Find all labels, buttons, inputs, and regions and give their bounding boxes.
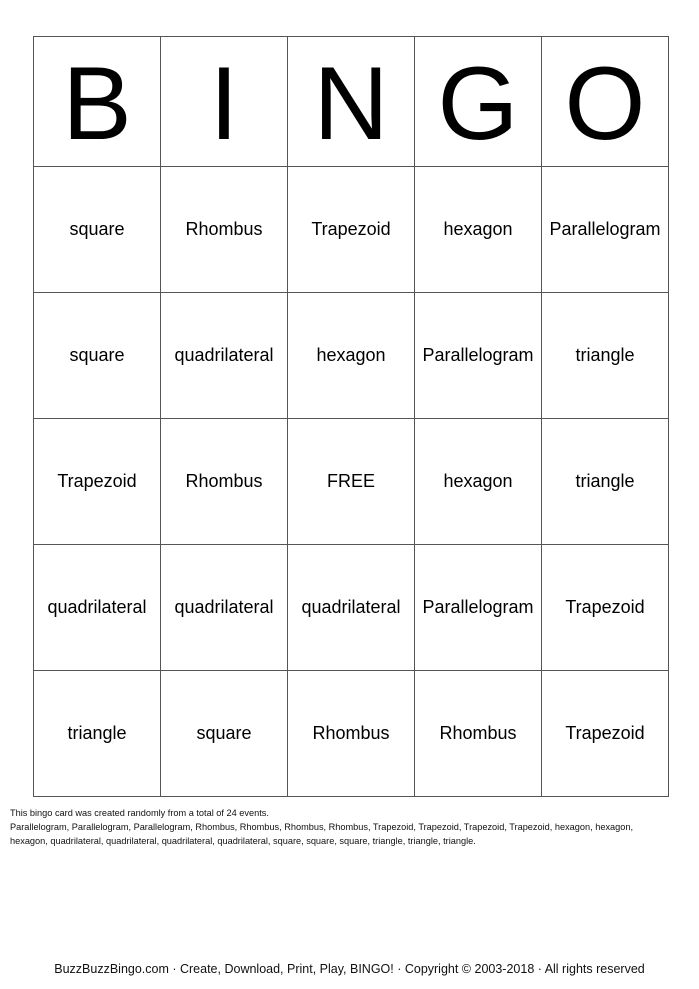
bingo-cell: quadrilateral (34, 545, 161, 671)
bingo-cell: quadrilateral (161, 545, 288, 671)
bingo-cell: Trapezoid (542, 545, 669, 671)
bingo-cell: quadrilateral (161, 293, 288, 419)
bingo-cell: Rhombus (161, 419, 288, 545)
description-summary: This bingo card was created randomly from a total of 24 events. (10, 808, 269, 818)
header-letter-n: N (288, 37, 415, 167)
bingo-cell: Trapezoid (34, 419, 161, 545)
bingo-cell: hexagon (415, 167, 542, 293)
event-list-line: hexagon, quadrilateral, quadrilateral, quadrilateral, quadrilateral, square, square, square, triangle, triangle, triangle. (10, 836, 476, 846)
bingo-cell: Rhombus (415, 671, 542, 797)
bingo-cell: Parallelogram (415, 545, 542, 671)
bingo-cell: triangle (542, 419, 669, 545)
bingo-cell: Trapezoid (542, 671, 669, 797)
bingo-cell: hexagon (288, 293, 415, 419)
card-row (34, 419, 669, 545)
header-letter-o: O (542, 37, 669, 167)
footer-copyright: BuzzBuzzBingo.com · Create, Download, Print, Play, BINGO! · Copyright © 2003-2018 · All rights reserved (54, 962, 645, 976)
bingo-cell: Trapezoid (288, 167, 415, 293)
card-row (34, 293, 669, 419)
card-row (34, 545, 669, 671)
bingo-cell: Rhombus (161, 167, 288, 293)
bingo-cell: Rhombus (288, 671, 415, 797)
bingo-card (33, 36, 669, 797)
event-list-line: Parallelogram, Parallelogram, Parallelogram, Rhombus, Rhombus, Rhombus, Rhombus, Trapezoid, Trapezoid, Trapezoid, Trapezoid, hexagon, hexagon, (10, 822, 634, 832)
bingo-cell: triangle (542, 293, 669, 419)
bingo-cell: triangle (34, 671, 161, 797)
bingo-cell: Parallelogram (415, 293, 542, 419)
free-space-cell: FREE (288, 419, 415, 545)
card-row (34, 167, 669, 293)
bingo-cell: square (34, 167, 161, 293)
card-description (10, 806, 690, 848)
bingo-cell: Parallelogram (542, 167, 669, 293)
header-row (34, 37, 669, 167)
bingo-cell: square (161, 671, 288, 797)
bingo-cell: hexagon (415, 419, 542, 545)
bingo-cell: square (34, 293, 161, 419)
header-letter-g: G (415, 37, 542, 167)
header-letter-i: I (161, 37, 288, 167)
bingo-cell: quadrilateral (288, 545, 415, 671)
card-row (34, 671, 669, 797)
header-letter-b: B (34, 37, 161, 167)
